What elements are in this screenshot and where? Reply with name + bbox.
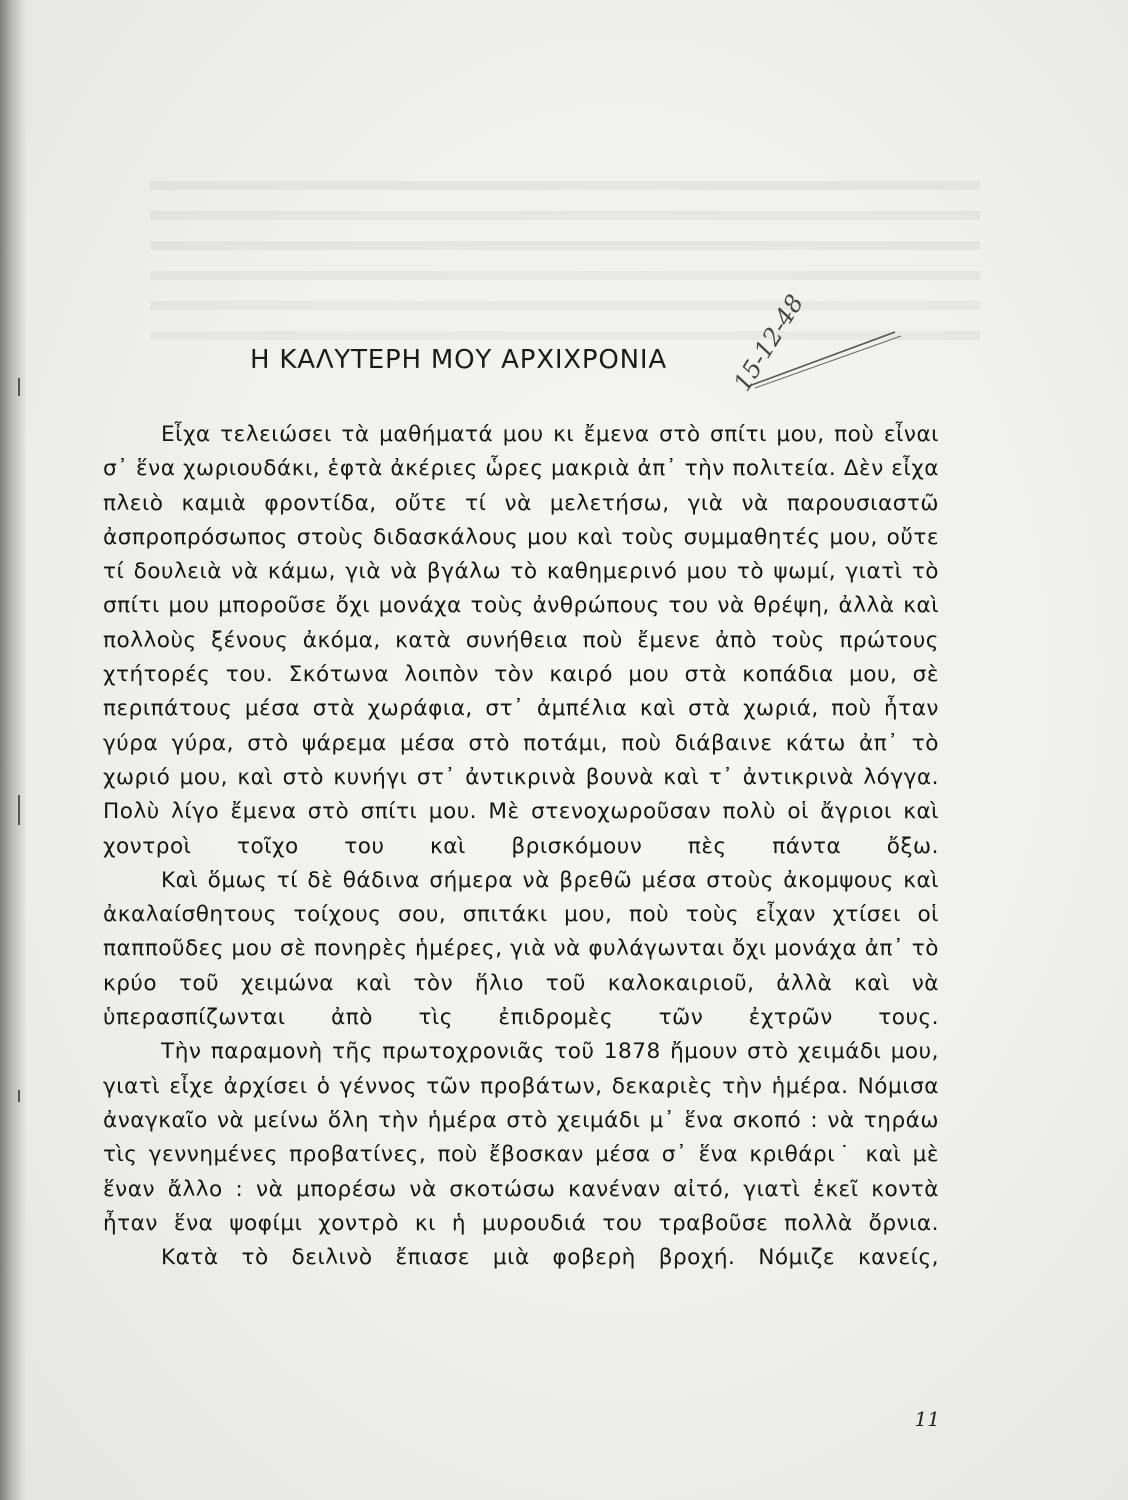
handwritten-date-annotation: 15-12-48 xyxy=(728,289,810,396)
paragraph-2: Καὶ ὅμως τί δὲ θάδινα σήμερα νὰ βρεθῶ μέσα στοὺς ἀκομψους καὶ ἀκαλαίσθητους τοίχους σου, σπιτάκι μου, ποὺ τοὺς εἶχαν χτίσει οἱ παπποῦδες μου σὲ πονηρὲς ἡμέρες, γιὰ νὰ φυλάγωνται ὄχι μονάχα ἀπ᾽ τὸ κρύο τοῦ χειμώνα καὶ τὸν ἥλιο τοῦ καλοκαιριοῦ, ἀλλὰ καὶ νὰ ὑπερασπίζωνται ἀπὸ τὶς ἐπιδρομὲς τῶν ἐχτρῶν τους. xyxy=(103,867,939,1031)
margin-mark xyxy=(18,378,20,396)
paragraph-1: Εἶχα τελειώσει τὰ μαθήματά μου κι ἔμενα στὸ σπίτι μου, ποὺ εἶναι σ᾽ ἕνα χωριουδάκι, ἑφτὰ ἀκέριες ὧρες μακριὰ ἀπ᾽ τὴν πολιτεία. Δὲν εἶχα πλειὸ καμιὰ φροντίδα, οὔτε τί νὰ μελετήσω, γιὰ νὰ παρουσιαστῶ ἀσπροπρόσωπος στοὺς διδασκάλους μου καὶ τοὺς συμμαθητές μου, οὔτε τί δουλειὰ νὰ κάμω, γιὰ νὰ βγάλω τὸ καθημερινό μου τὸ ψωμί, γιατὶ τὸ σπίτι μου μποροῦσε ὄχι μονάχα τοὺς ἀνθρώπους του νὰ θρέψη, ἀλλὰ καὶ πολλοὺς ξένους ἀκόμα, κατὰ συνήθεια ποὺ ἔμενε ἀπὸ τοὺς πρώτους χτήτορές του. Σκότωνα λοιπὸν τὸν καιρό μου στὰ κοπάδια μου, σὲ περιπάτους μέσα στὰ χωράφια, στ᾽ ἀμπέλια καὶ στὰ χωριά, ποὺ ἦταν γύρα γύρα, στὸ ψάρεμα μέσα στὸ ποτάμι, ποὺ διάβαινε κάτω ἀπ᾽ τὸ χωριό μου, καὶ στὸ κυνήγι στ᾽ ἀντικρινὰ βουνὰ καὶ τ᾽ ἀντικρινὰ λόγγα. Πολὺ λίγο ἔμενα στὸ σπίτι μου. Μὲ στενοχωροῦσαν πολὺ οἱ ἄγριοι καὶ χοντροὶ τοῖχο του καὶ βρισκόμουν πὲς πάντα ὄξω. xyxy=(103,422,939,859)
paragraph-4: Κατὰ τὸ δειλινὸ ἔπιασε μιὰ φοβερὴ βροχή. Νόμιζε κανείς, xyxy=(161,1245,939,1271)
margin-mark xyxy=(18,1090,20,1102)
chapter-body xyxy=(103,418,939,1275)
page-number: 11 xyxy=(914,1407,940,1431)
book-spine-shadow xyxy=(0,0,26,1500)
chapter-title: Η ΚΑΛΥΤΕΡΗ ΜΟΥ ΑΡΧΙΧΡΟΝΙΑ xyxy=(250,345,667,375)
paragraph-3: Τὴν παραμονὴ τῆς πρωτοχρονιᾶς τοῦ 1878 ἤμουν στὸ χειμάδι μου, γιατὶ εἶχε ἀρχίσει ὁ γέννος τῶν προβάτων, δεκαριὲς τὴν ἡμέρα. Νόμισα ἀναγκαῖο νὰ μείνω ὅλη τὴν ἡμέρα στὸ χειμάδι μ᾽ ἕνα σκοπό : νὰ τηράω τὶς γεννημένες προβατίνες, ποὺ ἔβοσκαν μέσα σ᾽ ἕνα κριθάρι˙ καὶ μὲ ἕναν ἄλλο : νὰ μπορέσω νὰ σκοτώσω κανέναν αἰτό, γιατὶ ἐκεῖ κοντὰ ἦταν ἕνα ψοφίμι χοντρὸ κι ἡ μυρουδιά του τραβοῦσε πολλὰ ὄρνια. xyxy=(103,1039,939,1236)
margin-mark xyxy=(18,795,20,825)
